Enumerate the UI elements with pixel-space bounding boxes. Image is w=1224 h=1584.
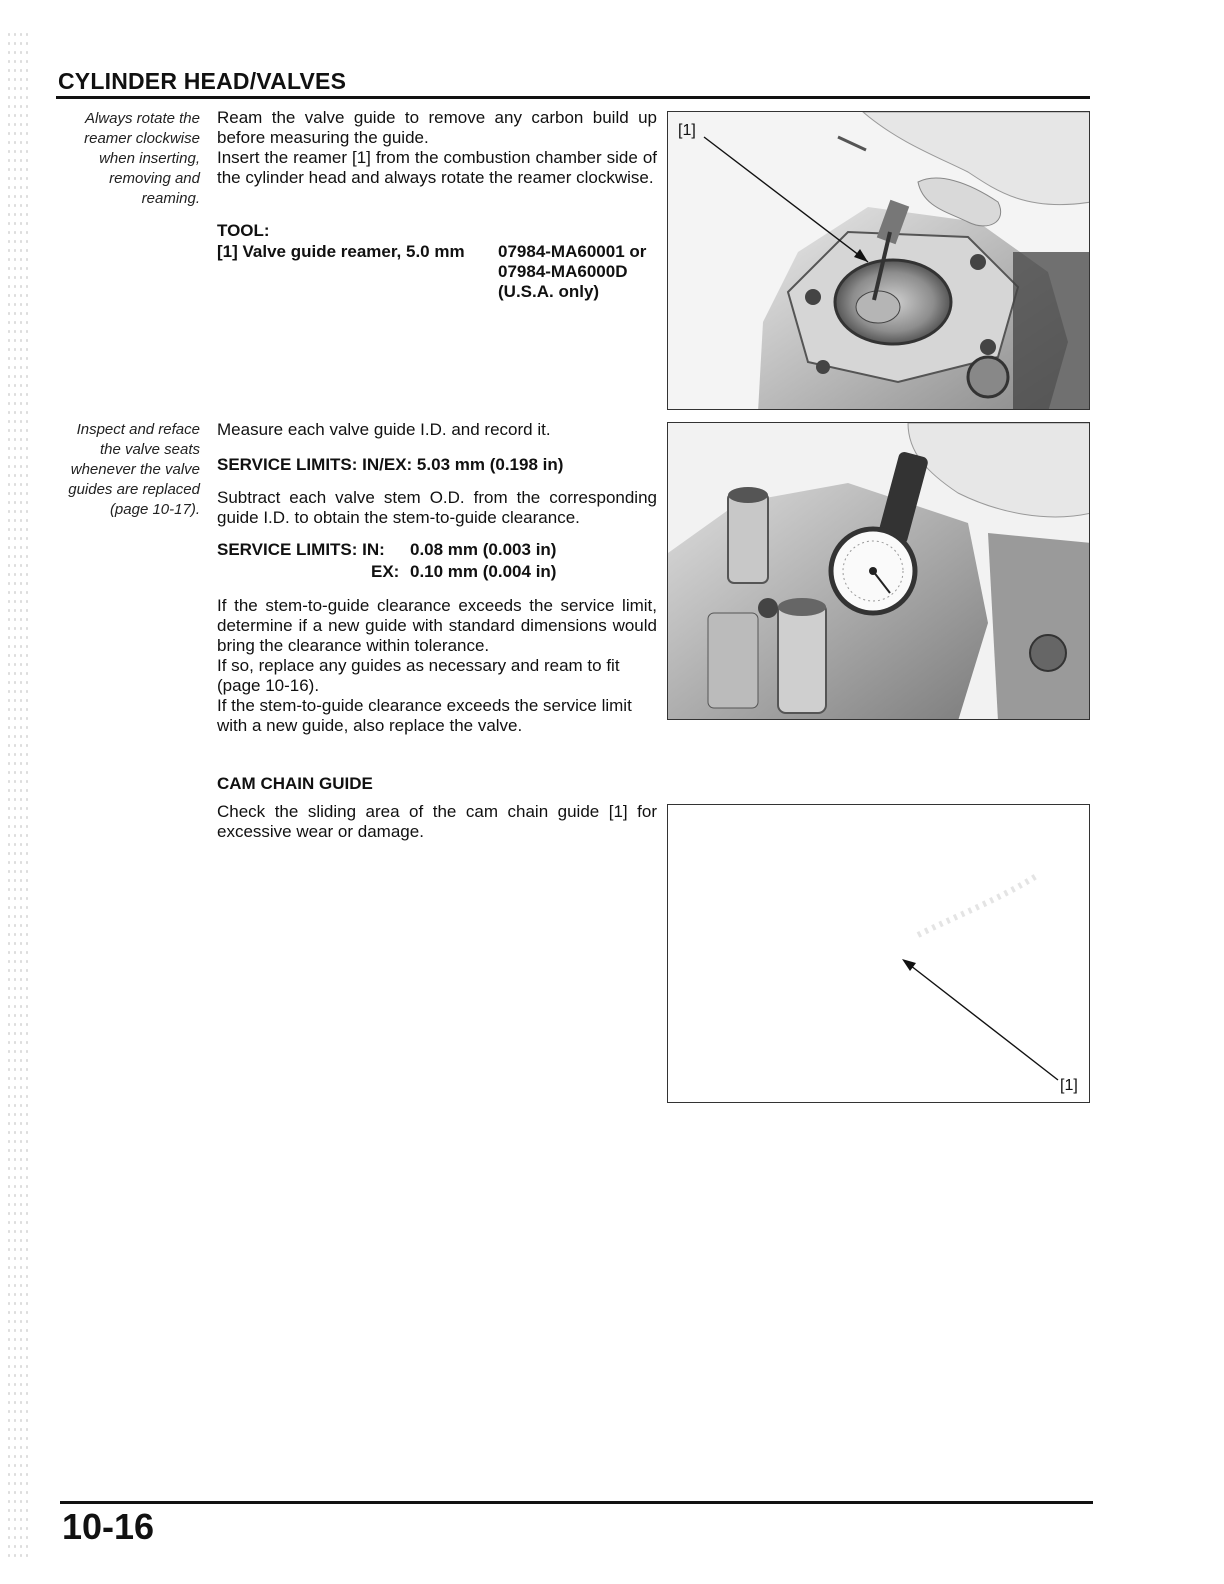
- page-title: CYLINDER HEAD/VALVES: [58, 68, 347, 94]
- side-note-line: Inspect and reface: [76, 421, 200, 438]
- tool-name: [1] Valve guide reamer, 5.0 mm: [217, 242, 465, 261]
- cam-chain-guide-heading: CAM CHAIN GUIDE: [217, 774, 373, 793]
- side-note-line: when inserting,: [99, 150, 200, 167]
- page-number: 10-16: [62, 1506, 155, 1547]
- exceed-paragraph-1: If the stem-to-guide clearance exceeds the service limit, determine if a new guide with standard dimensions would bring the clearance within tolerance.: [217, 596, 657, 655]
- photo-callout-label: [1]: [1060, 1077, 1078, 1094]
- scan-artifact-left-margin: [6, 30, 32, 1560]
- measure-paragraph: Measure each valve guide I.D. and record it.: [217, 420, 551, 439]
- tool-part-number: 07984-MA6000D: [498, 262, 628, 281]
- cam-chain-guide-paragraph: Check the sliding area of the cam chain guide [1] for excessive wear or damage.: [217, 802, 657, 841]
- side-note-line: Always rotate the: [84, 110, 200, 127]
- side-note-line: reaming.: [141, 190, 200, 207]
- side-note-line: guides are replaced: [68, 481, 200, 498]
- service-limits-guide-id: SERVICE LIMITS: IN/EX: 5.03 mm (0.198 in): [217, 455, 564, 474]
- dial-gauge-illustration: [668, 423, 1090, 720]
- service-limit-ex-label: EX:: [371, 562, 400, 581]
- side-note-line: the valve seats: [99, 441, 200, 458]
- side-note-line: reamer clockwise: [84, 130, 200, 147]
- service-limits-clearance-label: SERVICE LIMITS: IN:: [217, 540, 385, 559]
- service-limit-ex-value: 0.10 mm (0.004 in): [410, 562, 557, 581]
- ream-paragraph: Ream the valve guide to remove any carbon build up before measuring the guide.: [217, 108, 657, 147]
- cam-chain-guide-illustration: [668, 805, 1090, 1103]
- service-limit-in-value: 0.08 mm (0.003 in): [410, 540, 557, 559]
- exceed-paragraph-2: If so, replace any guides as necessary and ream to fit (page 10-16).: [217, 656, 620, 695]
- side-note-line: (page 10-17).: [109, 501, 200, 518]
- photo-callout-label: [1]: [678, 122, 696, 139]
- side-note-reface: [52, 420, 200, 520]
- subtract-paragraph: Subtract each valve stem O.D. from the corresponding guide I.D. to obtain the stem-to-guide clearance.: [217, 488, 657, 527]
- reamer-illustration: [668, 112, 1090, 410]
- side-note-line: removing and: [109, 170, 200, 187]
- side-note-reamer: [52, 109, 200, 209]
- tool-part-number: 07984-MA60001 or: [498, 242, 647, 261]
- header-rule: [56, 96, 1090, 99]
- insert-reamer-paragraph: Insert the reamer [1] from the combustion chamber side of the cylinder head and always rotate the reamer clockwise.: [217, 148, 657, 187]
- photo-cam-chain-guide: [667, 804, 1090, 1103]
- side-note-line: whenever the valve: [70, 461, 200, 478]
- tool-part-numbers: [498, 242, 646, 302]
- tool-heading: TOOL:: [217, 221, 270, 240]
- exceed-paragraph-3: If the stem-to-guide clearance exceeds the service limit with a new guide, also replace the valve.: [217, 696, 632, 735]
- footer-rule: [60, 1501, 1093, 1504]
- photo-valve-guide-reamer: [667, 111, 1090, 410]
- photo-valve-guide-gauge: [667, 422, 1090, 720]
- tool-part-number: (U.S.A. only): [498, 282, 600, 301]
